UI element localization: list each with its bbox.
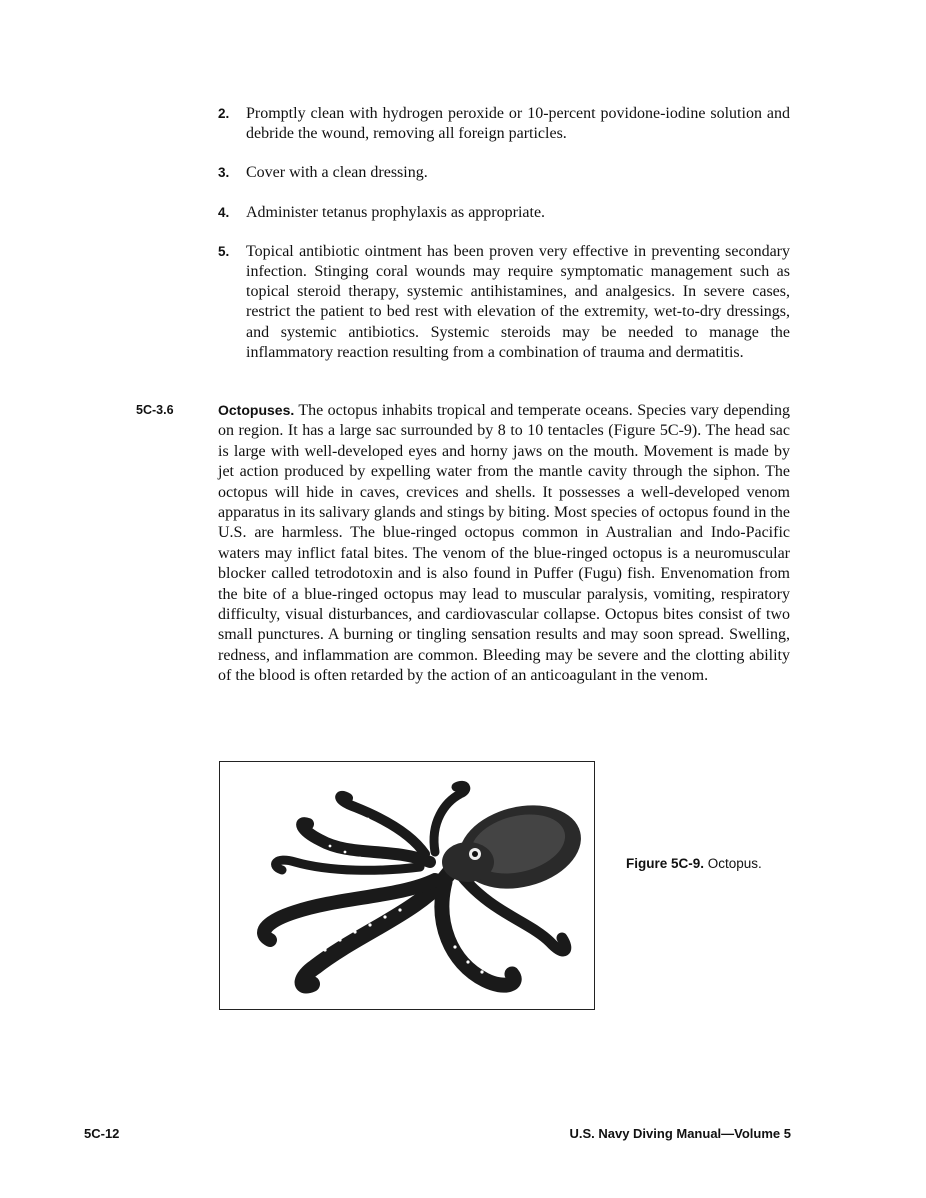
manual-title: U.S. Navy Diving Manual—Volume 5 (569, 1126, 791, 1141)
list-item-number: 3. (218, 165, 230, 181)
list-item (218, 104, 790, 144)
section-heading: Octopuses. (218, 402, 295, 418)
figure-title: Octopus. (707, 856, 762, 871)
list-item-text: Administer tetanus prophylaxis as appropriate. (246, 203, 546, 221)
figure-caption (626, 856, 762, 871)
section-paragraph (218, 400, 790, 687)
list-item (218, 203, 790, 223)
list-item-text: Cover with a clean dressing. (246, 164, 428, 182)
section-number: 5C-3.6 (136, 403, 174, 417)
page-number: 5C-12 (84, 1126, 120, 1141)
octopus-figure (219, 761, 595, 1010)
numbered-list (218, 104, 790, 382)
list-item-number: 2. (218, 106, 230, 121)
list-item (218, 163, 790, 183)
list-item-text: Topical antibiotic ointment has been proven very effective in preventing secondary infection. Stinging coral wounds may require symptomatic management such as topical steroid therapy, systemic antihistamines, and analgesics. In severe cases, restrict the patient to bed rest with elevation of the extremity, wet-to-dry dressings, and systemic antibiotics. Systemic steroids may be needed to manage the inflammatory reaction resulting from a combination of trauma and dermatitis. (246, 242, 790, 361)
octopus-illustration (220, 762, 594, 1009)
list-item-number: 4. (218, 204, 230, 220)
list-item-number: 5. (218, 243, 230, 259)
figure-label: Figure 5C-9. (626, 856, 705, 871)
list-item (218, 242, 790, 363)
list-item-text: Promptly clean with hydrogen peroxide or 10-percent povidone-iodine solution and debride the wound, removing all foreign particles. (246, 105, 790, 143)
section-body: The octopus inhabits tropical and temperate oceans. Species vary depending on region. It has a large sac surrounded by 8 to 10 tentacles (Figure 5C-9). The head sac is large with well-developed eyes and horny jaws on the mouth. Movement is made by jet action produced by expelling water from the mantle cavity through the siphon. The octopus will hide in caves, crevices and shells. It possesses a well-developed venom apparatus in its salivary glands and stings by biting. Most species of octopus found in the U.S. are harmless. The blue-ringed octopus common in Australian and Indo-Pacific waters may inflict fatal bites. The venom of the blue-ringed octopus is a neuromuscular blocker called tetrodotoxin and is also found in Puffer (Fugu) fish. Envenomation from the bite of a blue-ringed octopus may lead to muscular paralysis, vomiting, respiratory difficulty, visual disturbances, and cardiovascular collapse. Octopus bites consist of two small punctures. A burning or tingling sensation results and may soon spread. Swelling, redness, and inflammation are common. Bleeding may be severe and the clotting ability of the blood is often retarded by the action of an anticoagulant in the venom. (218, 402, 790, 685)
